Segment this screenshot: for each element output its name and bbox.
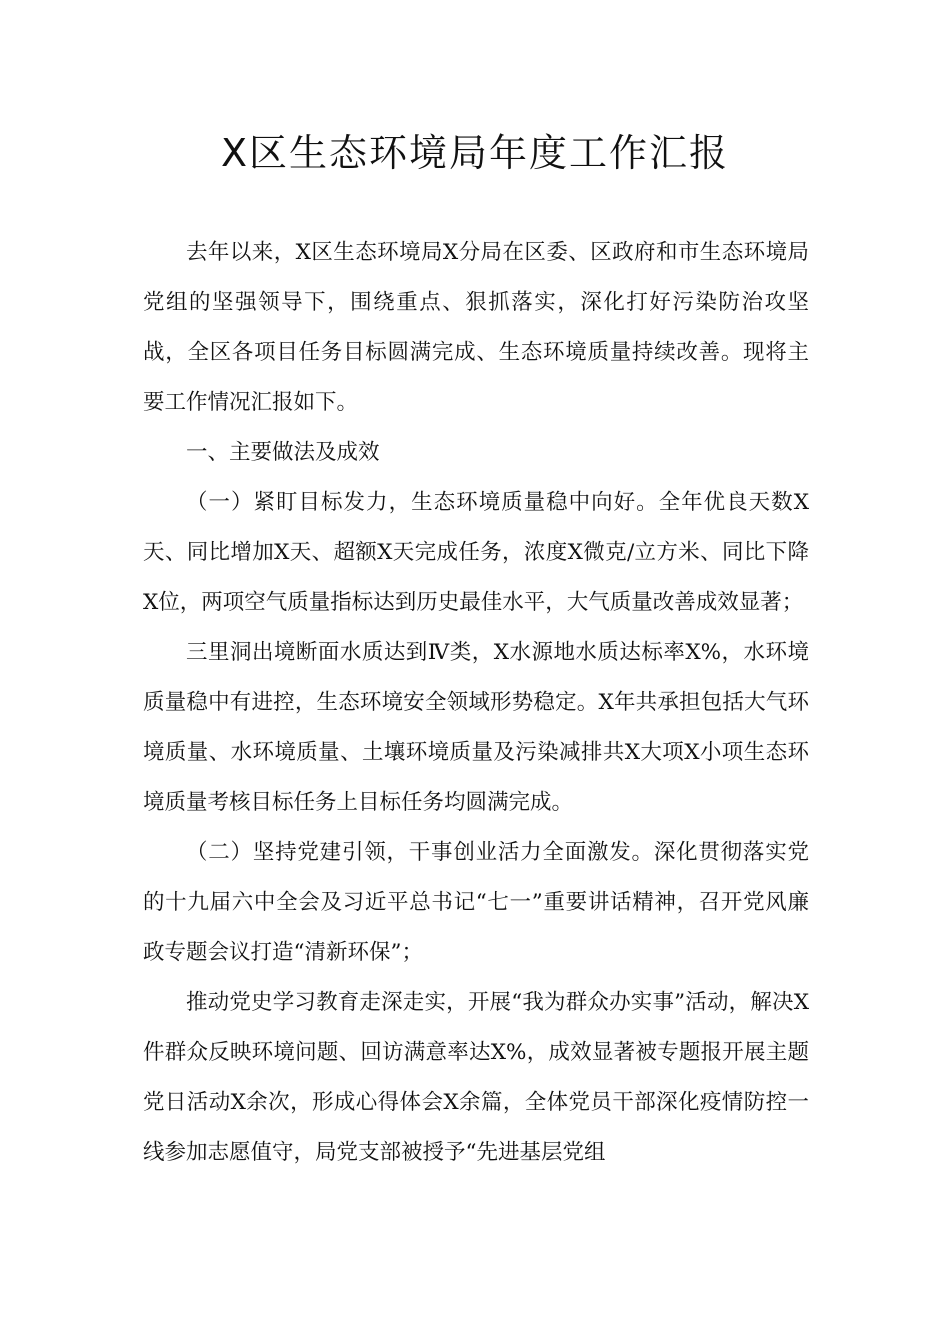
paragraph-party-education: 推动党史学习教育走深走实，开展“我为群众办实事”活动，解决X件群众反映环境问题、回访满意率达X%，成效显著被专题报开展主题党日活动X余次，形成心得体会X余篇，全体党员干部深化疫情防控一线参加志愿值守，局党支部被授予“先进基层党组 [143, 990, 809, 1165]
document-body [143, 228, 809, 1178]
paragraph-intro: 去年以来，X区生态环境局X分局在区委、区政府和市生态环境局党组的坚强领导下，围绕重点、狠抓落实，深化打好污染防治攻坚战，全区各项目任务目标圆满完成、生态环境质量持续改善。现将主要工作情况汇报如下。 [143, 240, 809, 415]
paragraph-party-building: （二）坚持党建引领，干事创业活力全面激发。深化贯彻落实党的十九届六中全会及习近平总书记“七一”重要讲话精神，召开党风廉政专题会议打造“清新环保”； [143, 840, 809, 965]
paragraph-environment-quality: （一）紧盯目标发力，生态环境质量稳中向好。全年优良天数X天、同比增加X天、超额X天完成任务，浓度X微克/立方米、同比下降X位，两项空气质量指标达到历史最佳水平，大气质量改善成效显著； [143, 490, 809, 615]
document-title: X区生态环境局年度工作汇报 [220, 131, 730, 175]
paragraph-water-quality: 三里洞出境断面水质达到Ⅳ类，X水源地水质达标率X%，水环境质量稳中有进控，生态环境安全领域形势稳定。X年共承担包括大气环境质量、水环境质量、土壤环境质量及污染减排共X大项X小项生态环境质量考核目标任务上目标任务均圆满完成。 [143, 640, 809, 815]
section-heading-1: 一、主要做法及成效 [186, 440, 380, 465]
